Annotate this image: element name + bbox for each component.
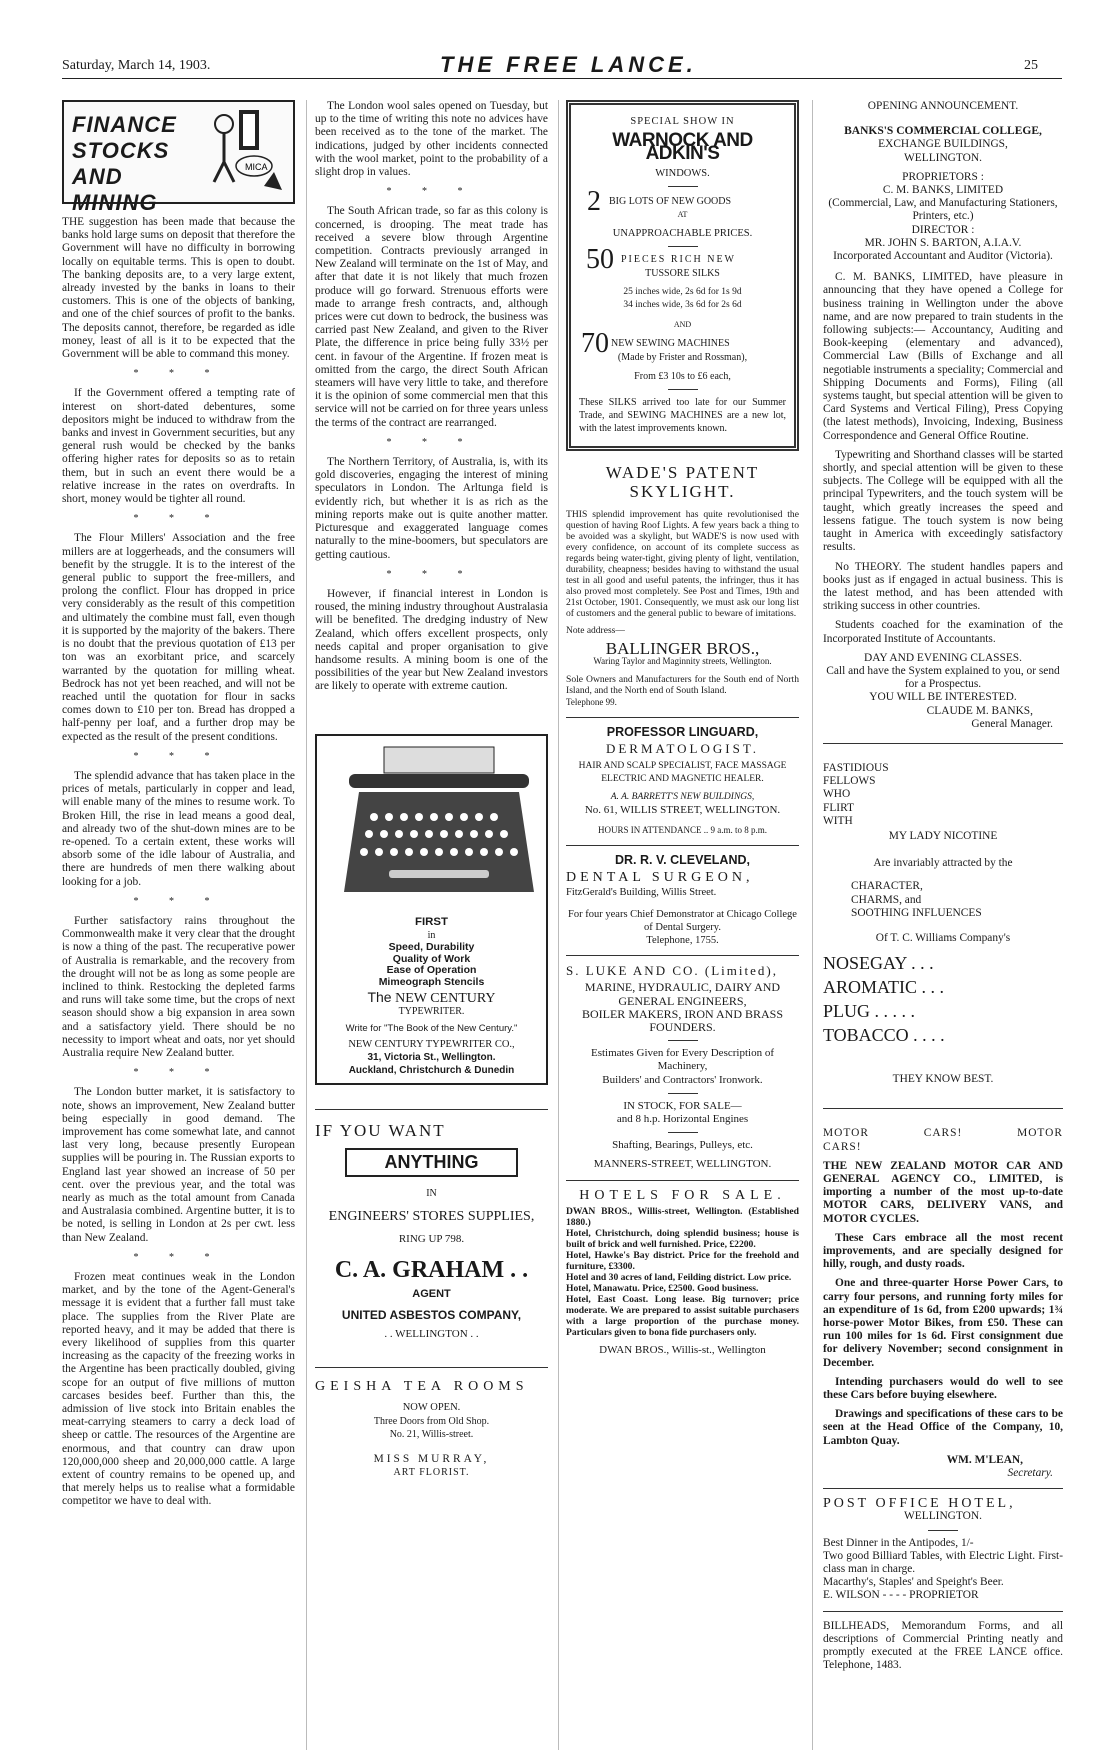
po-hotel-proprietor: E. WILSON - - - - PROPRIETOR: [823, 1589, 979, 1602]
wa-special: SPECIAL SHOW IN: [630, 116, 735, 127]
geisha-line: Three Doors from Old Shop.: [373, 1415, 490, 1427]
nc-features: [323, 942, 540, 988]
motor-ad: [823, 1127, 1063, 1480]
banks-ad: [823, 100, 1063, 731]
banks-para: C. M. BANKS, LIMITED, have pleasure in announcing that they have opened a College for business training in Wellington under the above name, and are now prepared to train students in the following subjects:— Accountancy, Auditing and Book-keeping (elementary and advanced), Commercial Law (Bills of Exchange and all negotiable instruments a speciality; Commercial and Shipping Documents and Forms), Filing (all systems taught, but special attention will be given to Card Systems and Vertical Filing), Press Copying (the latest methods), Invoicing, Indexing, Business Correspondence and General Office Routine.: [823, 271, 1063, 442]
finance-para: The Flour Millers' Association and the free millers are at loggerheads, and the consumers will benefit by the struggle. It is to the interest of the general public to support the free-millers, and prolong the conflict. Flour has dropped in price very considerably as the result of this competition and ultimately the combine must fall, even though it is supported by the majority of the bakers. There is no doubt that the previous quotation of £13 per ton was an exorbitant price, and scarcely warranted by the quotation for milling wheat. Bedrock has not yet been reached, and will not be reached until the quotation for flour in sacks comes down to £10 per ton. Bread has dropped a half-penny per loaf, and a further drop may be expected as the result of the present conditions.: [62, 532, 295, 743]
banks-signature: CLAUDE M. BANKS,: [926, 704, 1033, 717]
graham-anything: ANYTHING: [345, 1148, 518, 1177]
linguard-name: PROFESSOR LINGUARD,: [606, 725, 759, 740]
banks-signature-title: General Manager.: [971, 717, 1053, 730]
luke-est: Estimates Given for Every Description of Machinery,: [591, 1047, 774, 1073]
cleveland-body: For four years Chief Demonstrator at Chicago College of Dental Surgery.: [568, 908, 797, 933]
motor-para: Intending purchasers would do well to see these Cars before buying elsewhere.: [823, 1375, 1063, 1402]
graham-ad: [315, 1109, 548, 1341]
luke-line: BOILER MAKERS, IRON AND BRASS FOUNDERS.: [581, 1006, 784, 1034]
banks-prop-name: C. M. BANKS, LIMITED: [882, 184, 1004, 197]
section-divider: * * *: [133, 895, 224, 907]
warnock-ad: [566, 100, 799, 451]
banks-para: Students coached for the examination of the Incorporated Institute of Accountants.: [823, 619, 1063, 645]
wa-num: 50: [586, 244, 614, 276]
banks-call: Call and have the System explained to you, or send for a Prospectus.: [826, 664, 1060, 691]
po-hotel-title: POST OFFICE HOTEL,: [823, 1496, 1016, 1512]
wa-item: PIECES RICH NEW: [621, 254, 736, 266]
geisha-role: ART FLORIST.: [393, 1467, 470, 1479]
luke-ad: [566, 964, 799, 1171]
nc-first: FIRST: [415, 915, 448, 928]
billheads-body: BILLHEADS, Memorandum Forms, and all descriptions of Commercial Printing neatly and promptly executed at the FREE LANCE office. Telephone, 1483.: [823, 1619, 1063, 1672]
hotels-line: Hotel, Hawke's Bay district. Price for the freehold and furniture, £3300.: [566, 1249, 799, 1272]
wade-name: BALLINGER BROS.,: [605, 638, 760, 658]
geisha-title: GEISHA TEA ROOMS: [315, 1379, 529, 1395]
wade-sole: Sole Owners and Manufacturers for the South end of North Island, and the North end of South Island.: [566, 674, 799, 697]
nicotine-lady: MY LADY NICOTINE: [888, 829, 998, 842]
banks-building: EXCHANGE BUILDINGS,: [878, 138, 1008, 151]
luke-stock: IN STOCK, FOR SALE—: [623, 1099, 742, 1112]
po-hotel-city: WELLINGTON.: [904, 1510, 982, 1523]
hotels-sig: DWAN BROS., Willis-st., Wellington: [599, 1343, 766, 1356]
finance-para: Frozen meat continues weak in the London market, and by the tone of the Agent-General's message it is evident that a further fall must take place. The supplies from the River Plate are reported heavy, and it may be added that there is every likelihood of supplies from this quarter increasing as the capacity of the freezing works in the Argentine has been practically doubled, giving scope for an output of five millions of mutton carcases besides beef. Further than this, the admission of live stock into Britain enables the meat-carrying steamers to carry a deck load of sheep or cattle. The resources of the Argentine are enormous, and that country can draw upon 120,000,000 sheep and 20,000,000 cattle. A large extent of country remains to be opened up, and that merely helps us to realise what a formidable competitor we have to deal with.: [62, 1271, 295, 1508]
po-hotel-line: Macarthy's, Staples' and Speight's Beer.: [823, 1576, 1004, 1589]
po-hotel-line: Two good Billiard Tables, with Electric Light. First-class man in charge.: [823, 1549, 1063, 1576]
cleveland-title: DENTAL SURGEON,: [566, 870, 754, 886]
wade-addr: Waring Taylor and Maginnity streets, Wellington.: [593, 656, 772, 667]
news-para: The London wool sales opened on Tuesday, but up to the time of writing this note no advices have been received as to the tone of the market. The indications, judged by other incidents connected with the wool market, point to the probability of a slight drop in values.: [315, 100, 548, 179]
hotels-ad: [566, 1189, 799, 1357]
ads-column-3: [566, 100, 799, 1357]
wa-makers: (Made by Frister and Rossman),: [617, 351, 748, 363]
banks-dir-desc: Incorporated Accountant and Auditor (Victoria).: [833, 250, 1053, 263]
nicotine-line: FASTIDIOUS: [823, 761, 889, 774]
banks-city: WELLINGTON.: [904, 151, 982, 164]
wa-and: AND: [673, 320, 692, 330]
wa-windows: WINDOWS.: [655, 167, 710, 179]
linguard-hours: HOURS IN ATTENDANCE .. 9 a.m. to 8 p.m.: [598, 824, 767, 835]
motor-para: These Cars embrace all the most recent improvements, and are specially designed for hilly, rough, and dusty roads.: [823, 1231, 1063, 1271]
issue-date: Saturday, March 14, 1903.: [62, 58, 211, 73]
wade-note: Note address—: [566, 625, 625, 636]
graham-name: C. A. GRAHAM . .: [334, 1257, 529, 1284]
luke-name: S. LUKE AND CO. (Limited),: [566, 963, 778, 979]
nc-feature: Mimeograph Stencils: [378, 975, 485, 988]
geisha-ad: [315, 1367, 548, 1479]
luke-line: GENERAL ENGINEERS,: [618, 993, 747, 1008]
new-century-ad: [315, 734, 548, 1086]
cleveland-name: DR. R. V. CLEVELAND,: [615, 852, 750, 867]
hotels-line: Hotel, Manawatu. Price, £2500. Good business.: [566, 1282, 759, 1294]
tobacco-brand: TOBACCO . . . .: [823, 1025, 945, 1046]
section-divider: * * *: [133, 1251, 224, 1263]
motor-head: MOTOR CARS! MOTOR CARS!: [823, 1127, 1063, 1153]
column-divider: [306, 100, 307, 1750]
section-divider: * * *: [133, 1067, 224, 1079]
banks-name: BANKS'S COMMERCIAL COLLEGE,: [844, 125, 1042, 138]
nc-the: The: [367, 989, 392, 1006]
news-para: The South African trade, so far as this colony is concerned, is drooping. The meat trade has received a severe blow through Argentine competition. Contracts previously arranged in New Zealand will terminate on the 1st of May, and after that date it is not likely that much frozen produce will go forward. Strenuous efforts were made to arrange fresh contracts, and, although prices were cut down to bedrock, the business was carried past New Zealand, and given to the River Plate, the difference in price being fully 33½ per cent. in favour of the Argentine. If frozen meat is omitted from the cargo, the direct South African steamers will have very little to take, and therefore it is the opinion of some commercial men that this service will not be carried on for three years unless the terms of the contract are rearranged.: [315, 205, 548, 429]
po-hotel-ad: [823, 1497, 1063, 1602]
cleveland-addr: FitzGerald's Building, Willis Street.: [566, 887, 717, 899]
graham-city: . . WELLINGTON . .: [384, 1327, 479, 1340]
nc-in: in: [427, 929, 436, 941]
nicotine-line: FELLOWS: [823, 775, 876, 788]
wa-item: BIG LOTS OF NEW GOODS: [609, 195, 732, 207]
nicotine-line: FLIRT: [823, 801, 854, 814]
graham-ring: RING UP 798.: [398, 1233, 465, 1246]
wa-price: 34 inches wide, 3s 6d for 2s 6d: [623, 300, 742, 311]
graham-in: IN: [426, 1187, 437, 1199]
wade-tel: Telephone 99.: [566, 697, 617, 708]
banks-prop-desc: (Commercial, Law, and Manufacturing Stationers, Printers, etc.): [828, 197, 1058, 223]
luke-stock2: and 8 h.p. Horizontal Engines: [616, 1112, 749, 1125]
wa-item: NEW SEWING MACHINES: [611, 338, 730, 350]
tobacco-brand: NOSEGAY . . .: [823, 953, 934, 974]
wa-at: AT: [677, 210, 688, 220]
luke-street: MANNERS-STREET, WELLINGTON.: [593, 1158, 772, 1171]
nc-write: Write for "The Book of the New Century.": [345, 1022, 518, 1034]
nc-feature: Ease of Operation: [386, 964, 477, 977]
column-divider: [558, 100, 559, 1750]
finance-para: Further satisfactory rains throughout the Commonwealth make it very clear that the drought is now a thing of the past. The recuperative power of Australia is remarkable, and the recovery from the drought will not be as long as some people are inclined to think. Restocking the depleted farms and runs will take some time, but the crops of next season should show a big expansion in area sown and a satisfactory yield. There should be no necessity to import wheat and oats, nor yet should Australia require New Zealand butter.: [62, 914, 295, 1059]
linguard-addr: No. 61, WILLIS STREET, WELLINGTON.: [584, 804, 781, 817]
wa-num: 70: [581, 328, 609, 360]
luke-line: MARINE, HYDRAULIC, DAIRY AND: [584, 980, 781, 995]
nicotine-line: WHO: [823, 788, 851, 801]
ads-column-4: [823, 100, 1063, 1672]
wade-title: WADE'S PATENT SKYLIGHT.: [605, 462, 760, 501]
page-number: 25: [1024, 58, 1038, 73]
wa-price: 25 inches wide, 2s 6d for 1s 9d: [623, 286, 742, 297]
hotels-line: Hotel, Christchurch, doing splendid business; house is built of brick and well furnished. Price, £2200.: [566, 1227, 799, 1250]
wa-machine-price: From £3 10s to £6 each,: [634, 370, 731, 382]
hotels-line: DWAN BROS., Willis-street, Wellington. (Established 1880.): [566, 1205, 799, 1228]
linguard-spec: HAIR AND SCALP SPECIALIST, FACE MASSAGE ELECTRIC AND MAGNETIC HEALER.: [578, 760, 787, 785]
section-divider: * * *: [386, 186, 477, 198]
header-rule: [62, 78, 1062, 79]
linguard-dept: DERMATOLOGIST.: [605, 740, 760, 756]
tobacco-brand: AROMATIC . . .: [823, 977, 945, 998]
finance-para: The splendid advance that has taken place in the prices of metals, particularly in copper and lead, will enable many of the mines to resume work. To Broken Hill, the rise in lead means a good deal, and already two of the shut-down mines are to be re-opened. To a certain extent, these works will absorb some of the idle labour of Australia, and there are hundreds of men there walking about looking for a job.: [62, 769, 295, 888]
masthead-title: THE FREE LANCE.: [440, 52, 697, 77]
nc-feature: Quality of Work: [392, 952, 471, 965]
news-para: However, if financial interest in London is roused, the mining industry throughout Australasia will be benefited. The dredging industry of New Zealand, which offers excellent prospects, only needs capital and proper organisation to give handsome results. A mining boom is one of the possibilities of the year but New Zealand investors are likely to operate with extreme caution.: [315, 587, 548, 693]
nicotine-line: WITH: [823, 814, 853, 827]
nicotine-of: Of T. C. Williams Company's: [875, 931, 1011, 944]
finance-column: [62, 100, 295, 1515]
motor-para: One and three-quarter Horse Power Cars, to carry four persons, and running forty miles for an expenditure of 1s 6d, from £200 upwards; 1¾ horse-power Motor Bikes, from £50. These can run 100 miles for 1s 6d. First consignment due for delivery November; second consignment in December.: [823, 1277, 1063, 1369]
banks-dir-name: MR. JOHN S. BARTON, A.I.A.V.: [864, 236, 1022, 249]
linguard-bld: A. A. BARRETT'S NEW BUILDINGS,: [610, 792, 755, 803]
wade-ad: [566, 463, 799, 710]
banks-ann: OPENING ANNOUNCEMENT.: [867, 100, 1019, 112]
geisha-open: NOW OPEN.: [402, 1402, 461, 1414]
nicotine-quality: CHARMS, and: [851, 893, 922, 906]
tobacco-brand: PLUG . . . . .: [823, 1001, 916, 1022]
motor-para: Drawings and specifications of these cars to be seen at the Head Office of the Company, 10, Lambton Quay.: [823, 1408, 1063, 1447]
wa-num: 2: [587, 185, 601, 217]
nicotine-quality: CHARACTER,: [851, 880, 923, 893]
hotels-line: Hotel, East Coast. Long lease. Big turnover; price moderate. We are prepared to assist suitable purchasers with a large proportion of the purchase money. Particulars given to bona fide purchasers only.: [566, 1293, 799, 1338]
nc-cities: Auckland, Christchurch & Dunedin: [348, 1065, 515, 1077]
banks-dir: DIRECTOR :: [911, 223, 975, 236]
nc-company: NEW CENTURY TYPEWRITER CO.,: [348, 1038, 515, 1050]
section-divider: * * *: [133, 368, 224, 380]
wa-silks: TUSSORE SILKS: [645, 267, 720, 279]
nc-typewriter: TYPEWRITER.: [398, 1006, 465, 1018]
banks-para: Typewriting and Shorthand classes will be started shortly, and special attention will be given to these subjects. The College will be equipped with all the principal Typewriters, and the touch system will be taught, which greatly increases the speed and lessens fatigue. The touch system is now being taught in America with exceedingly satisfactory results.: [823, 448, 1063, 554]
nicotine-ad: [823, 762, 1063, 1086]
graham-company: UNITED ASBESTOS COMPANY,: [341, 1307, 522, 1322]
motor-signature-title: Secretary.: [1007, 1467, 1053, 1480]
news-column-2: [315, 100, 548, 1479]
billheads-ad: [823, 1620, 1063, 1673]
section-divider: * * *: [133, 750, 224, 762]
cleveland-tel: Telephone, 1755.: [646, 934, 719, 946]
luke-build: Builders' and Contractors' Ironwork.: [602, 1073, 763, 1086]
nicotine-attr: Are invariably attracted by the: [873, 857, 1013, 870]
nc-brand: NEW CENTURY: [395, 991, 496, 1007]
banks-prop: PROPRIETORS :: [902, 170, 984, 183]
motor-signature: WM. M'LEAN,: [946, 1453, 1023, 1466]
finance-logo-text: FINANCE STOCKS AND MINING: [72, 112, 177, 215]
finance-logo: [62, 100, 295, 215]
svg-text:MICA: MICA: [245, 162, 268, 172]
wa-prices: UNAPPROACHABLE PRICES.: [612, 228, 753, 240]
news-para: The Northern Territory, of Australia, is, with its gold discoveries, engaging the interest of mining speculators in London. The Arltunga field is evidently rich, but whether it is as rich as the mining reports make out is quite another matter. Picturesque and exaggerated language comes naturally to the mine-boomers, but speculators are getting cautious.: [315, 456, 548, 561]
po-hotel-line: Best Dinner in the Antipodes, 1/-: [823, 1536, 974, 1549]
nc-address: 31, Victoria St., Wellington.: [367, 1051, 496, 1063]
graham-agent: AGENT: [412, 1287, 451, 1300]
graham-eng: ENGINEERS' STORES SUPPLIES,: [328, 1208, 535, 1224]
section-divider: * * *: [386, 436, 477, 448]
linguard-ad: [566, 726, 799, 836]
nc-feature: Speed, Durability: [388, 941, 475, 954]
finance-para: The London butter market, it is satisfactory to note, shows an improvement, New Zealand butter being especially in good demand. The improvement has come somewhat late, and cannot last very long, because presently European supplies will be pouring in. The Russian exports to England last year showed an increase of 50 per cent. over the previous year, and the total was nearly as much as the total amount from Canada and Australasia combined. Argentine butter, it is to be noted, is selling in London at 2s per cwt. less than New Zealand.: [62, 1086, 295, 1244]
graham-ifyou: IF YOU WANT: [315, 1121, 446, 1141]
geisha-line: No. 21, Willis-street.: [389, 1428, 474, 1440]
nicotine-know: THEY KNOW BEST.: [892, 1073, 994, 1086]
nicotine-quality: SOOTHING INFLUENCES: [851, 906, 982, 919]
banks-interested: YOU WILL BE INTERESTED.: [869, 691, 1017, 704]
finance-para: THE suggestion has been made that because the banks hold large sums on deposit that therefore the Government will have no difficulty in borrowing locally on equitable terms. This is open to doubt. The banking deposits are, to a very large extent, already invested by the banks in loans to their customers. This is one of the objects of banking, and one of the chief sources of profit to the banks. The deposits cannot, therefore, be regarded as idle money, least of all is it to be expected that the Government will be able to command this money.: [62, 216, 295, 361]
geisha-name: MISS MURRAY,: [373, 1453, 490, 1465]
column-divider: [812, 100, 813, 1750]
typewriter-illustration: [324, 742, 539, 912]
wa-name: WARNOCK AND ADKIN'S: [612, 130, 753, 165]
banks-classes: DAY AND EVENING CLASSES.: [863, 651, 1022, 664]
banks-para: No THEORY. The student handles papers and books just as if engaged in actual business. This is the latest method, and has been attended with striking success in other countries.: [823, 560, 1063, 613]
cleveland-ad: [566, 854, 799, 947]
section-divider: * * *: [133, 513, 224, 525]
hotels-line: Hotel and 30 acres of land, Feilding district. Low price.: [566, 1271, 792, 1283]
hotels-title: HOTELS FOR SALE.: [579, 1187, 786, 1203]
luke-shaft: Shafting, Bearings, Pulleys, etc.: [612, 1139, 753, 1152]
section-divider: * * *: [386, 568, 477, 580]
finance-para: If the Government offered a tempting rate of interest on short-dated debentures, some depositors might be induced to withdraw from the banks and invest in Government securities, but any general rush would be checked by the banks offering higher rates for deposits so as to retain them, but in such an event there would be a relative increase in the rates on overdrafts. In short, money would be tighter all round.: [62, 387, 295, 506]
wade-body: THIS splendid improvement has quite revolutionised the question of having Roof Lights. A few years back a thing to be avoided was a skylight, but WADE'S is now used with every confidence, on account of its complete success as regards being water-tight, giving plenty of light, ventilation, durability, cheapness; besides having to withstand the usual test in all good and useful patents, the infringer, thus it has also proved most completely. See Post and Times, 19th and 21st October, 1901. Consequently, we must ask our long list of customers and the general public to beware of imitations.: [566, 508, 799, 619]
wa-foot: These SILKS arrived too late for our Summer Trade, and SEWING MACHINES are a new lot, with the latest improvements known.: [579, 397, 786, 435]
motor-para: THE NEW ZEALAND MOTOR CAR AND GENERAL AGENCY CO., LIMITED, is importing a number of the most up-to-date MOTOR CARS, DELIVERY VANS, and MOTOR CYCLES.: [823, 1159, 1063, 1225]
